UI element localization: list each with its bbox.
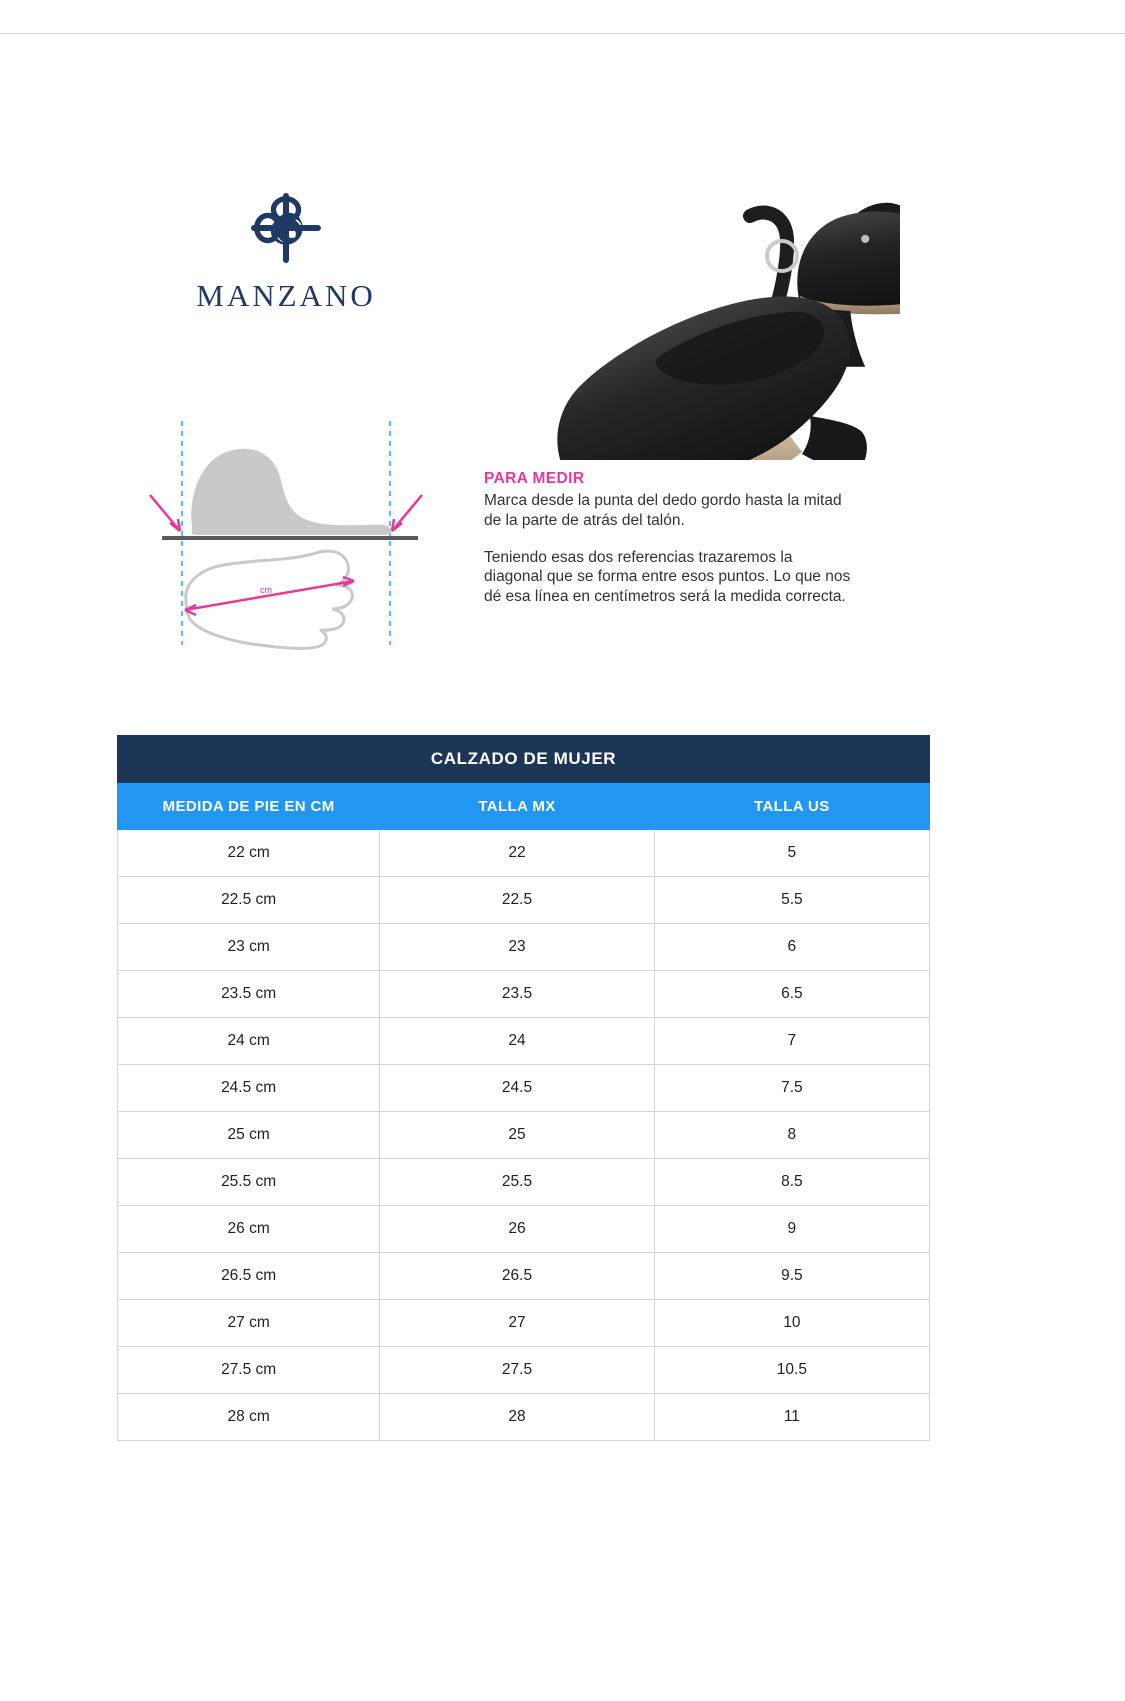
cell-mx: 24 [380,1018,654,1065]
cell-mx: 22 [380,830,654,877]
table-title: CALZADO DE MUJER [117,735,930,783]
column-header-cm: MEDIDA DE PIE EN CM [118,784,380,830]
column-header-mx: TALLA MX [380,784,654,830]
cell-us: 10 [654,1300,929,1347]
svg-text:cm: cm [260,585,272,595]
table-row [118,1112,930,1159]
table-row [118,1347,930,1394]
cell-mx: 25 [380,1112,654,1159]
cell-mx: 28 [380,1394,654,1441]
cell-mx: 27 [380,1300,654,1347]
cell-us: 9.5 [654,1253,929,1300]
cell-us: 6.5 [654,971,929,1018]
table-header-row [118,784,930,830]
cell-cm: 25.5 cm [118,1159,380,1206]
cell-cm: 23 cm [118,924,380,971]
cell-mx: 24.5 [380,1065,654,1112]
cell-cm: 24.5 cm [118,1065,380,1112]
measuring-instructions [484,470,854,607]
table-row [118,1206,930,1253]
cell-mx: 22.5 [380,877,654,924]
cell-us: 10.5 [654,1347,929,1394]
column-header-us: TALLA US [654,784,929,830]
table-row [118,877,930,924]
table-row [118,830,930,877]
table-row [118,1159,930,1206]
cell-us: 7.5 [654,1065,929,1112]
cell-cm: 27 cm [118,1300,380,1347]
cell-cm: 23.5 cm [118,971,380,1018]
cell-cm: 25 cm [118,1112,380,1159]
cell-cm: 22 cm [118,830,380,877]
foot-measurement-diagram [140,405,460,660]
instructions-paragraph-2: Teniendo esas dos referencias trazaremos la diagonal que se forma entre esos puntos. Lo que nos dé esa línea en centímetros será la medida correcta. [484,548,851,606]
cell-mx: 26 [380,1206,654,1253]
top-divider [0,33,1125,34]
cell-us: 5 [654,830,929,877]
cell-mx: 27.5 [380,1347,654,1394]
cell-mx: 23 [380,924,654,971]
cell-mx: 23.5 [380,971,654,1018]
table-row [118,1253,930,1300]
size-chart-table [117,735,930,1441]
product-photo [400,120,900,460]
cell-cm: 24 cm [118,1018,380,1065]
brand-name: MANZANO [196,278,376,313]
cell-cm: 27.5 cm [118,1347,380,1394]
instructions-heading: PARA MEDIR [484,470,585,487]
cell-cm: 26 cm [118,1206,380,1253]
cell-us: 9 [654,1206,929,1253]
cell-us: 5.5 [654,877,929,924]
cell-mx: 26.5 [380,1253,654,1300]
cell-mx: 25.5 [380,1159,654,1206]
cell-us: 7 [654,1018,929,1065]
brand-block [186,190,386,314]
cell-us: 11 [654,1394,929,1441]
cell-us: 8 [654,1112,929,1159]
table-row [118,1300,930,1347]
instructions-paragraph-1: Marca desde la punta del dedo gordo hasta la mitad de la parte de atrás del talón. [484,492,842,529]
cell-cm: 28 cm [118,1394,380,1441]
cell-cm: 26.5 cm [118,1253,380,1300]
table-body [118,830,930,1441]
table-row [118,924,930,971]
table-row [118,1394,930,1441]
table-row [118,1065,930,1112]
table-row [118,971,930,1018]
quatrefoil-flower-icon [248,190,324,266]
cell-cm: 22.5 cm [118,877,380,924]
cell-us: 6 [654,924,929,971]
table-row [118,1018,930,1065]
cell-us: 8.5 [654,1159,929,1206]
